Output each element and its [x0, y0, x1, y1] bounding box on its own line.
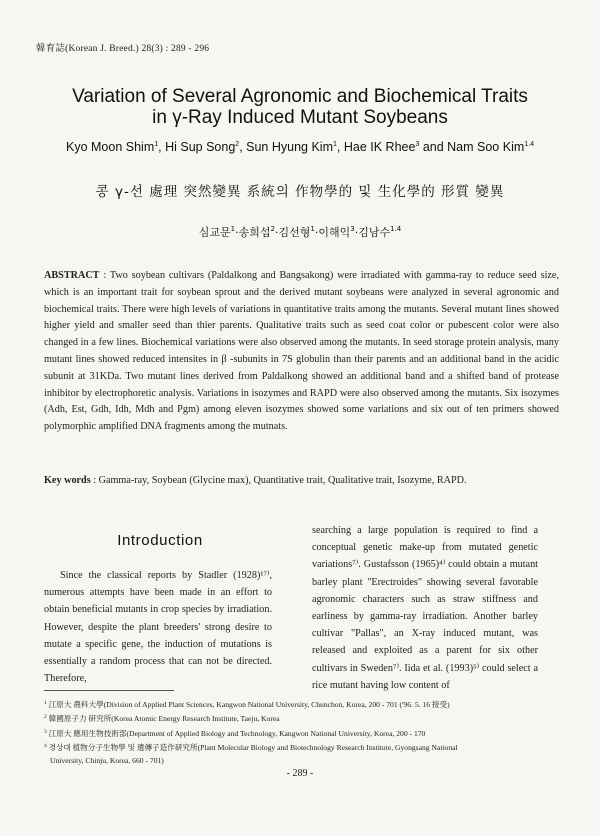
author-affiliation-mark: 1	[154, 141, 159, 148]
korean-author-name: 송희섭	[238, 226, 271, 239]
korean-author-name: 이해익	[318, 226, 351, 239]
author-affiliation-mark: 2	[270, 225, 275, 233]
author-affiliation-mark: 1.4	[390, 225, 402, 233]
introduction-right-column: searching a large population is required to find a conceptual genetic make-up from mutated genetic variations⁷⁾. Gustafsson (1965)⁴⁾ could obtain a mutant barley plant "Erectroides" showing several favorable agronomic characters such as straw stiffness and earliness by gamma-ray irradiation. Another barley cultivar "Pallas", an X-ray induced mutant, was released and exploited as a parent for six other cultivars in Sweden⁷⁾. Iida et al. (1993)⁵⁾ could select a rice mutant having low content of	[312, 525, 538, 691]
author-affiliation-mark: 3	[350, 225, 355, 233]
author-name: Hae IK Rhee	[343, 140, 416, 154]
abstract-label: ABSTRACT	[44, 270, 100, 281]
footnote-text: 韓國原子力 研究所(Korea Atomic Energy Research Institute, Taeju, Korea	[48, 714, 280, 724]
footnote-text: 江原大 農科大學(Division of Applied Plant Sciences, Kangwon National University, Chunchon, Korea, 200 - 701 ('96. 5. 16 接受)	[48, 700, 450, 709]
footnote	[44, 755, 560, 767]
author-name: Sun Hyung Kim	[246, 140, 333, 154]
author-affiliation-mark: 3	[415, 141, 420, 148]
footnote-number: 3	[44, 728, 47, 735]
footnote-number: 4	[44, 743, 47, 750]
title-line-1: Variation of Several Agronomic and Biochemical Traits	[72, 86, 528, 107]
keywords	[44, 475, 559, 486]
footnote-divider	[44, 690, 174, 691]
section-heading-introduction: Introduction	[117, 532, 203, 549]
footnote	[44, 711, 560, 725]
footnotes	[44, 697, 560, 767]
abstract-text: : Two soybean cultivars (Paldalkong and Bangsakong) were irradiated with gamma-ray to reduce seed size, which is an important trait for soybean sprout and the derived mutant soybeans were analyzed in several agronomic and biochemical traits. There were high levels of variations in quantitative traits among the mutants. Several mutant lines showed higher yield and smaller seed than thier parents. Qualitative traits such as seed coat color or pubescent color were also changed in a few lines. Biochemical variations were also observed among the mutants. In seed storage protein analysis, many mutant lines showed reduced intensites in β -subunits in 7S globulin than their parents and an additional band in the acidic subunit at 31KDa. Two mutant lines derived from Paldalkong showed an additional band and a shifted band of protease inhibitor by electrophoretic analysis. Variations in isozymes and RAPD were also observed among the mutants. Six isozymes (Adh, Est, Gdh, Idh, Mdh and Pgm) among eleven isozymes showed some variations and six out of ten primers showed polymorphic amplified DNA fragments among the mutnats.	[44, 270, 559, 433]
author-list: Kyo Moon Shim$^1$, Hi Sup Song$^2$, Sun Hyung Kim$^1$, Hae IK Rhee$^3$ and Nam Soo Kim$^{1.4}$	[66, 140, 534, 154]
footnote-text: 江原大 應用生物技術部(Department of Applied Biology and Technology, Kangwon National University, Korea, 200 - 170	[48, 728, 426, 738]
author-name: Kyo Moon Shim	[66, 140, 155, 154]
abstract	[44, 268, 559, 436]
footnote-number: 1	[44, 700, 47, 706]
footnote-number: 2	[44, 714, 47, 721]
footnote-text: University, Chinju, Korea, 660 - 701)	[50, 755, 164, 765]
keywords-text: : Gamma-ray, Soybean (Glycine max), Quantitative trait, Qualitative trait, Isozyme, RAPD.	[90, 475, 467, 486]
title-line-2: in γ-Ray Induced Mutant Soybeans	[152, 107, 448, 128]
author-name: Nam Soo Kim	[447, 140, 525, 154]
introduction-left-column: Since the classical reports by Stadler (1928)¹⁷⁾, numerous attempts have been made in an effort to obtain beneficial mutants in crop species by irradiation. However, despite the plant breeders' strong desire to mutate a specific gene, the induction of mutations is essentially a random process that can not be directed. Therefore,	[44, 570, 272, 685]
keywords-label: Key words	[44, 475, 91, 486]
journal-citation: 韓育誌(Korean J. Breed.) 28(3) : 289 - 296	[36, 44, 210, 54]
author-affiliation-mark: 1.4	[524, 141, 534, 148]
author-name: Hi Sup Song	[165, 140, 236, 154]
page-number: - 289 -	[286, 768, 314, 779]
footnote	[44, 740, 560, 754]
footnote-text: 경상대 植物分子生物學 및 遺傳子造作研究所(Plant Molecular Biology and Biotechnology Research Institute, Gyongsang National	[48, 743, 458, 753]
korean-author-name: 김선형	[278, 226, 311, 239]
korean-title: 콩 γ-선 處理 突然變異 系統의 作物學的 및 生化學的 形質 變異	[95, 184, 505, 200]
footnote	[44, 697, 560, 711]
korean-author-name: 심교문	[198, 226, 231, 239]
author-affiliation-mark: 1	[230, 225, 236, 233]
author-affiliation-mark: 2	[235, 141, 240, 148]
author-affiliation-mark: 1	[310, 225, 315, 233]
paper-title	[0, 86, 600, 128]
korean-author-list: 심교문$^1$·송희섭$^2$·김선형$^1$·이해익$^3$·김남수$^{1.4}$	[198, 225, 402, 239]
korean-author-name: 김남수	[358, 226, 391, 239]
author-affiliation-mark: 1	[333, 141, 337, 148]
footnote	[44, 726, 560, 740]
